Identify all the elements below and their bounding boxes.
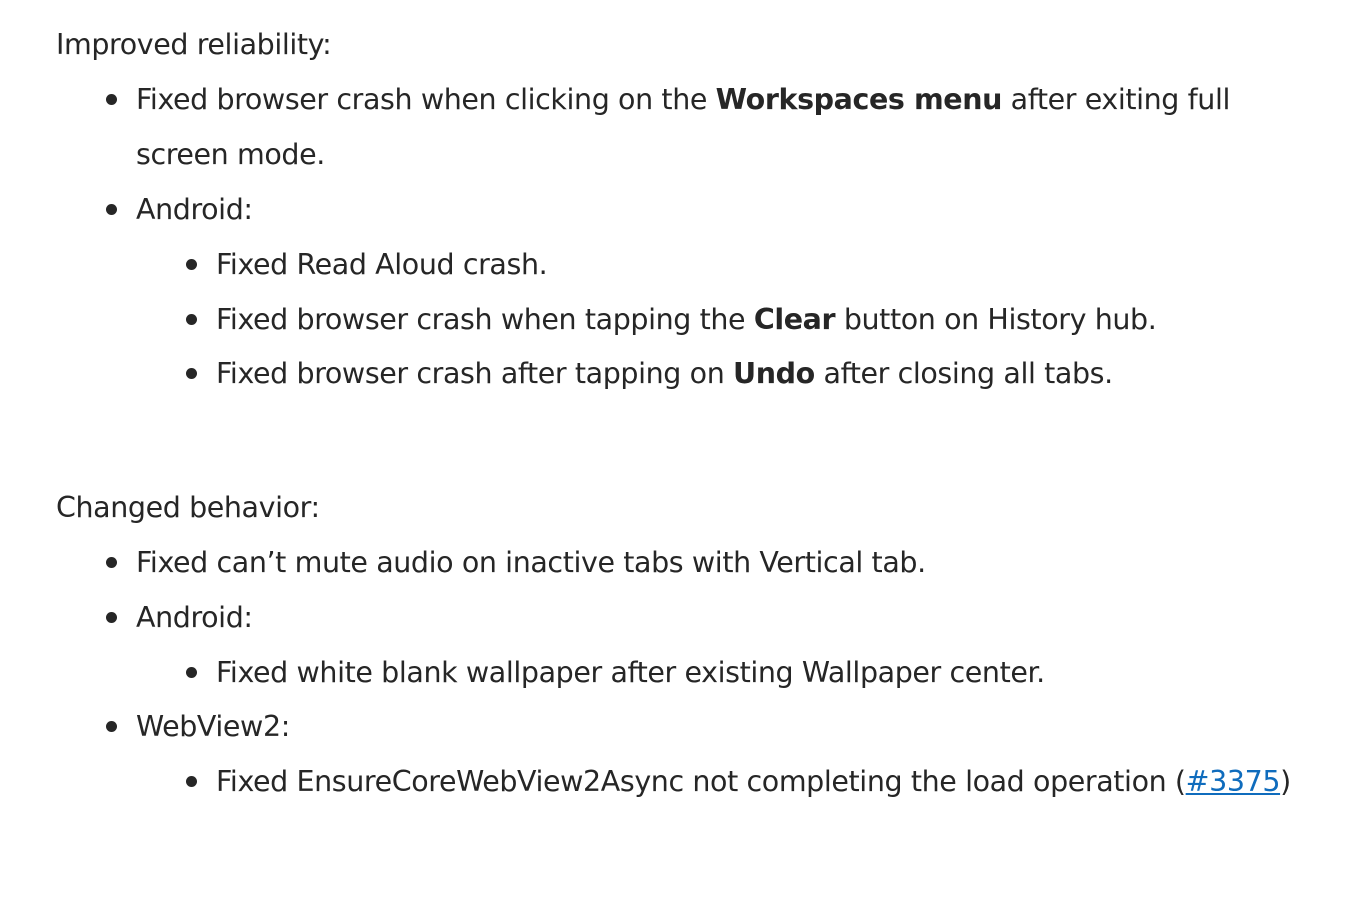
- section-heading-changed-behavior: Changed behavior:: [56, 491, 320, 524]
- list-item: [136, 699, 290, 754]
- item-text: Fixed Read Aloud crash.: [216, 248, 548, 281]
- list-item: [136, 72, 1230, 127]
- item-text: Fixed browser crash when tapping the: [216, 303, 754, 336]
- item-text: after exiting full: [1001, 83, 1230, 116]
- list-item: [216, 292, 1156, 347]
- bullet-icon: [106, 721, 117, 732]
- bullet-icon: [106, 557, 117, 568]
- bullet-icon: [186, 259, 197, 270]
- list-item: [216, 645, 1045, 700]
- item-text: screen mode.: [136, 138, 325, 171]
- item-text: ): [1280, 765, 1291, 798]
- list-item: [216, 754, 1291, 809]
- item-bold-text: Workspaces menu: [715, 83, 1002, 116]
- item-text: Fixed browser crash when clicking on the: [136, 83, 716, 116]
- list-item-continuation: [136, 127, 325, 182]
- list-item: [216, 346, 1113, 401]
- item-text: button on History hub.: [835, 303, 1157, 336]
- item-bold-text: Undo: [733, 357, 815, 390]
- bullet-icon: [106, 612, 117, 623]
- list-item: [136, 535, 926, 590]
- bullet-icon: [106, 204, 117, 215]
- item-text: Android:: [136, 601, 253, 634]
- item-text: Fixed white blank wallpaper after existing Wallpaper center.: [216, 656, 1045, 689]
- bullet-icon: [186, 776, 197, 787]
- item-text: Android:: [136, 193, 253, 226]
- item-text: WebView2:: [136, 710, 290, 743]
- item-bold-text: Clear: [753, 303, 836, 336]
- item-text: Fixed can’t mute audio on inactive tabs with Vertical tab.: [136, 546, 926, 579]
- list-item: [136, 182, 253, 237]
- item-text: after closing all tabs.: [814, 357, 1113, 390]
- section-heading-improved-reliability: Improved reliability:: [56, 28, 332, 61]
- list-item: [136, 590, 253, 645]
- issue-link[interactable]: #3375: [1185, 765, 1281, 798]
- bullet-icon: [186, 314, 197, 325]
- bullet-icon: [106, 94, 117, 105]
- item-text: Fixed browser crash after tapping on: [216, 357, 734, 390]
- bullet-icon: [186, 667, 197, 678]
- item-text: Fixed EnsureCoreWebView2Async not completing the load operation (: [216, 765, 1186, 798]
- bullet-icon: [186, 368, 197, 379]
- list-item: [216, 237, 547, 292]
